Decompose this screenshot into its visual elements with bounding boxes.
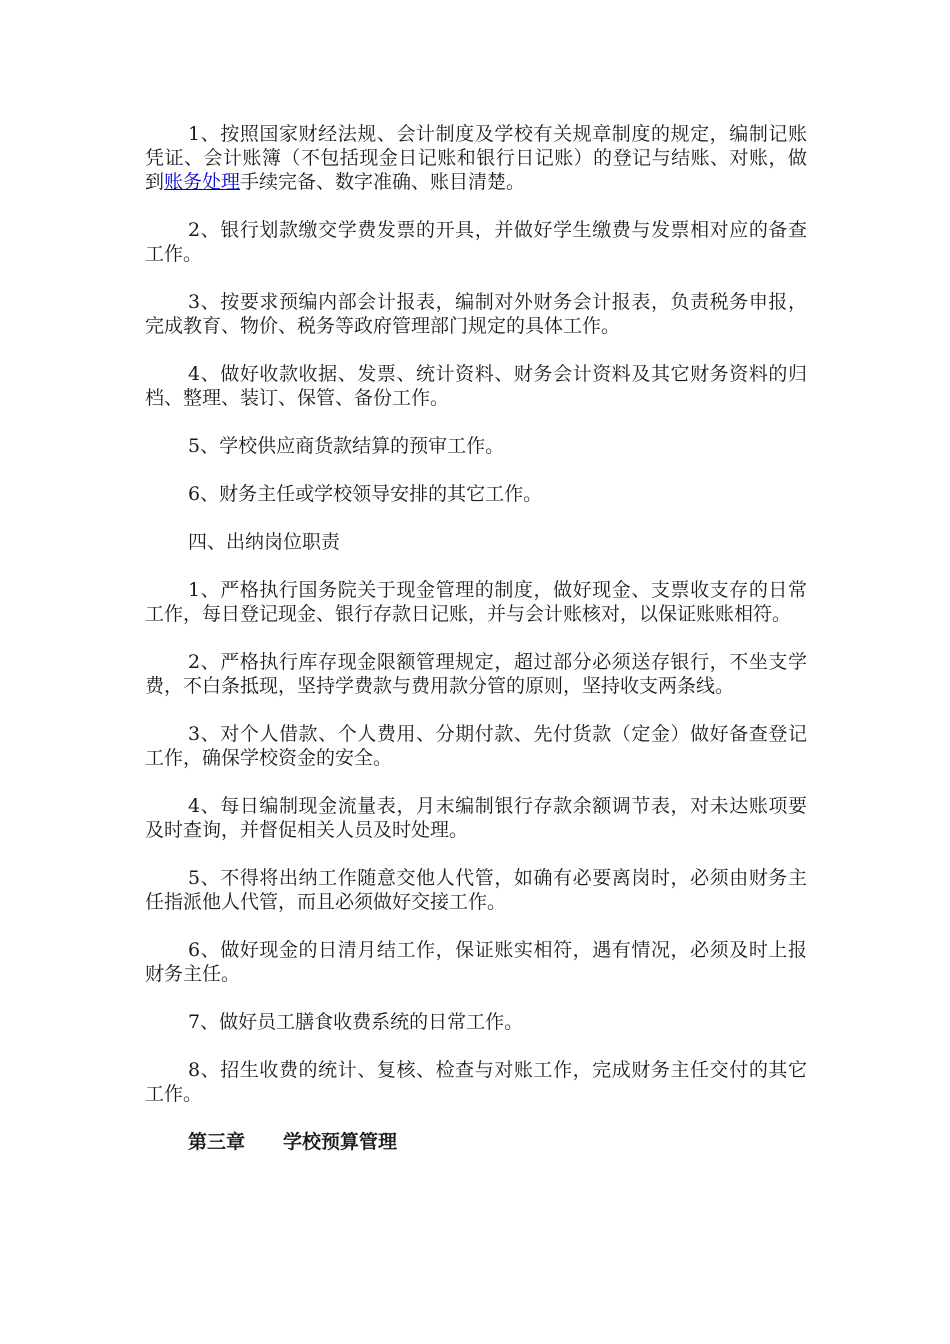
paragraph-cashier-duty-3: 3、对个人借款、个人费用、分期付款、先付货款（定金）做好备查登记工作，确保学校资金的安全。: [145, 723, 807, 769]
paragraph-accounting-duty-4: 4、做好收款收据、发票、统计资料、财务会计资料及其它财务资料的归档、整理、装订、保管、备份工作。: [145, 363, 807, 409]
paragraph-cashier-duty-6: 6、做好现金的日清月结工作，保证账实相符，遇有情况，必须及时上报财务主任。: [145, 939, 807, 985]
paragraph-text: 1、按照国家财经法规、会计制度及学校有关规章制度的规定，编制记账凭证、会计账簿（不包括现金日记账和银行日记账）的登记与结账、对账，做到: [145, 123, 807, 193]
accounting-processing-link[interactable]: 账务处理: [164, 171, 241, 193]
paragraph-text: 手续完备、数字准确、账目清楚。: [240, 171, 526, 193]
paragraph-cashier-duty-5: 5、不得将出纳工作随意交他人代管，如确有必要离岗时，必须由财务主任指派他人代管，而且必须做好交接工作。: [145, 867, 807, 913]
paragraph-accounting-duty-6: 6、财务主任或学校领导安排的其它工作。: [188, 483, 543, 505]
paragraph-accounting-duty-5: 5、学校供应商货款结算的预审工作。: [188, 435, 505, 457]
paragraph-cashier-duty-8: 8、招生收费的统计、复核、检查与对账工作，完成财务主任交付的其它工作。: [145, 1059, 807, 1105]
paragraph-cashier-duty-4: 4、每日编制现金流量表，月末编制银行存款余额调节表，对未达账项要及时查询，并督促相关人员及时处理。: [145, 795, 807, 841]
chapter-number: 第三章: [188, 1131, 246, 1153]
paragraph-accounting-duty-2: 2、银行划款缴交学费发票的开具，并做好学生缴费与发票相对应的备查工作。: [145, 219, 807, 265]
chapter-title: 学校预算管理: [283, 1131, 398, 1153]
paragraph-cashier-duty-1: 1、严格执行国务院关于现金管理的制度，做好现金、支票收支存的日常工作，每日登记现金、银行存款日记账，并与会计账核对，以保证账账相符。: [145, 579, 807, 625]
chapter-heading: [145, 1130, 807, 1154]
section-heading-cashier-duties: 四、出纳岗位职责: [188, 531, 341, 553]
document-page: [145, 122, 807, 1178]
paragraph-accounting-duty-3: 3、按要求预编内部会计报表，编制对外财务会计报表，负责税务申报，完成教育、物价、税务等政府管理部门规定的具体工作。: [145, 291, 807, 337]
paragraph-accounting-duty-1: [145, 122, 807, 194]
paragraph-cashier-duty-7: 7、做好员工膳食收费系统的日常工作。: [188, 1011, 524, 1033]
paragraph-cashier-duty-2: 2、严格执行库存现金限额管理规定，超过部分必须送存银行，不坐支学费，不白条抵现，坚持学费款与费用款分管的原则，坚持收支两条线。: [145, 651, 807, 697]
